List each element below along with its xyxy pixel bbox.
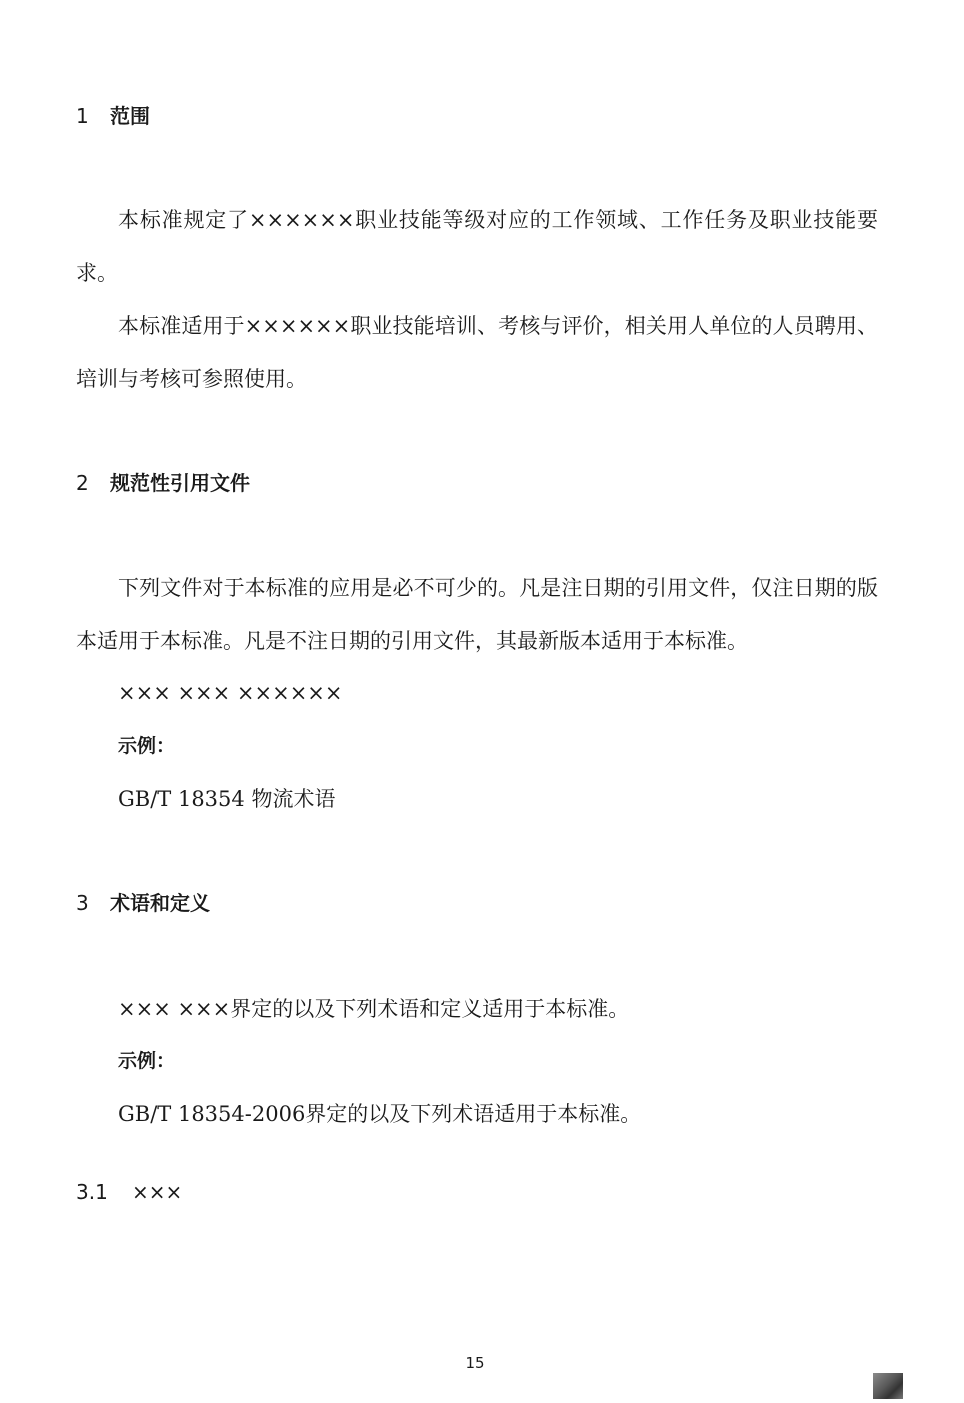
page-number: 15 xyxy=(465,1354,485,1372)
section-1-number: 1 xyxy=(76,104,89,128)
section-3-heading xyxy=(76,889,210,917)
section-1-heading xyxy=(76,102,150,130)
section-1-paragraph-1: 本标准规定了××××××职业技能等级对应的工作领域、工作任务及职业技能要求。 xyxy=(76,208,878,285)
section-2-example-label: 示例： xyxy=(118,735,176,757)
subsection-3-1-number: 3.1 xyxy=(76,1180,108,1204)
section-1-paragraph-2: 本标准适用于××××××职业技能培训、考核与评价，相关用人单位的人员聘用、培训与考核可参照使用。 xyxy=(76,314,878,391)
section-2-paragraph-1: 下列文件对于本标准的应用是必不可少的。凡是注日期的引用文件，仅注日期的版本适用于本标准。凡是不注日期的引用文件，其最新版本适用于本标准。 xyxy=(76,576,878,653)
section-3-example-label: 示例： xyxy=(118,1050,176,1072)
reference-line: ××× ××× ×××××× xyxy=(118,681,343,705)
section-2-example-text: GB/T 18354 物流术语 xyxy=(118,787,336,811)
section-3-number: 3 xyxy=(76,891,89,915)
corner-mark xyxy=(873,1373,903,1399)
section-2-heading xyxy=(76,469,250,497)
section-3-intro-line: ××× ×××界定的以及下列术语和定义适用于本标准。 xyxy=(118,997,630,1021)
subsection-3-1-title: ××× xyxy=(132,1180,183,1204)
section-1-title: 范围 xyxy=(110,104,150,128)
section-2-title: 规范性引用文件 xyxy=(110,471,250,495)
section-2-number: 2 xyxy=(76,471,89,495)
section-3-title: 术语和定义 xyxy=(110,891,210,915)
subsection-3-1-heading xyxy=(76,1178,182,1206)
section-3-example-text: GB/T 18354-2006界定的以及下列术语适用于本标准。 xyxy=(118,1102,642,1126)
